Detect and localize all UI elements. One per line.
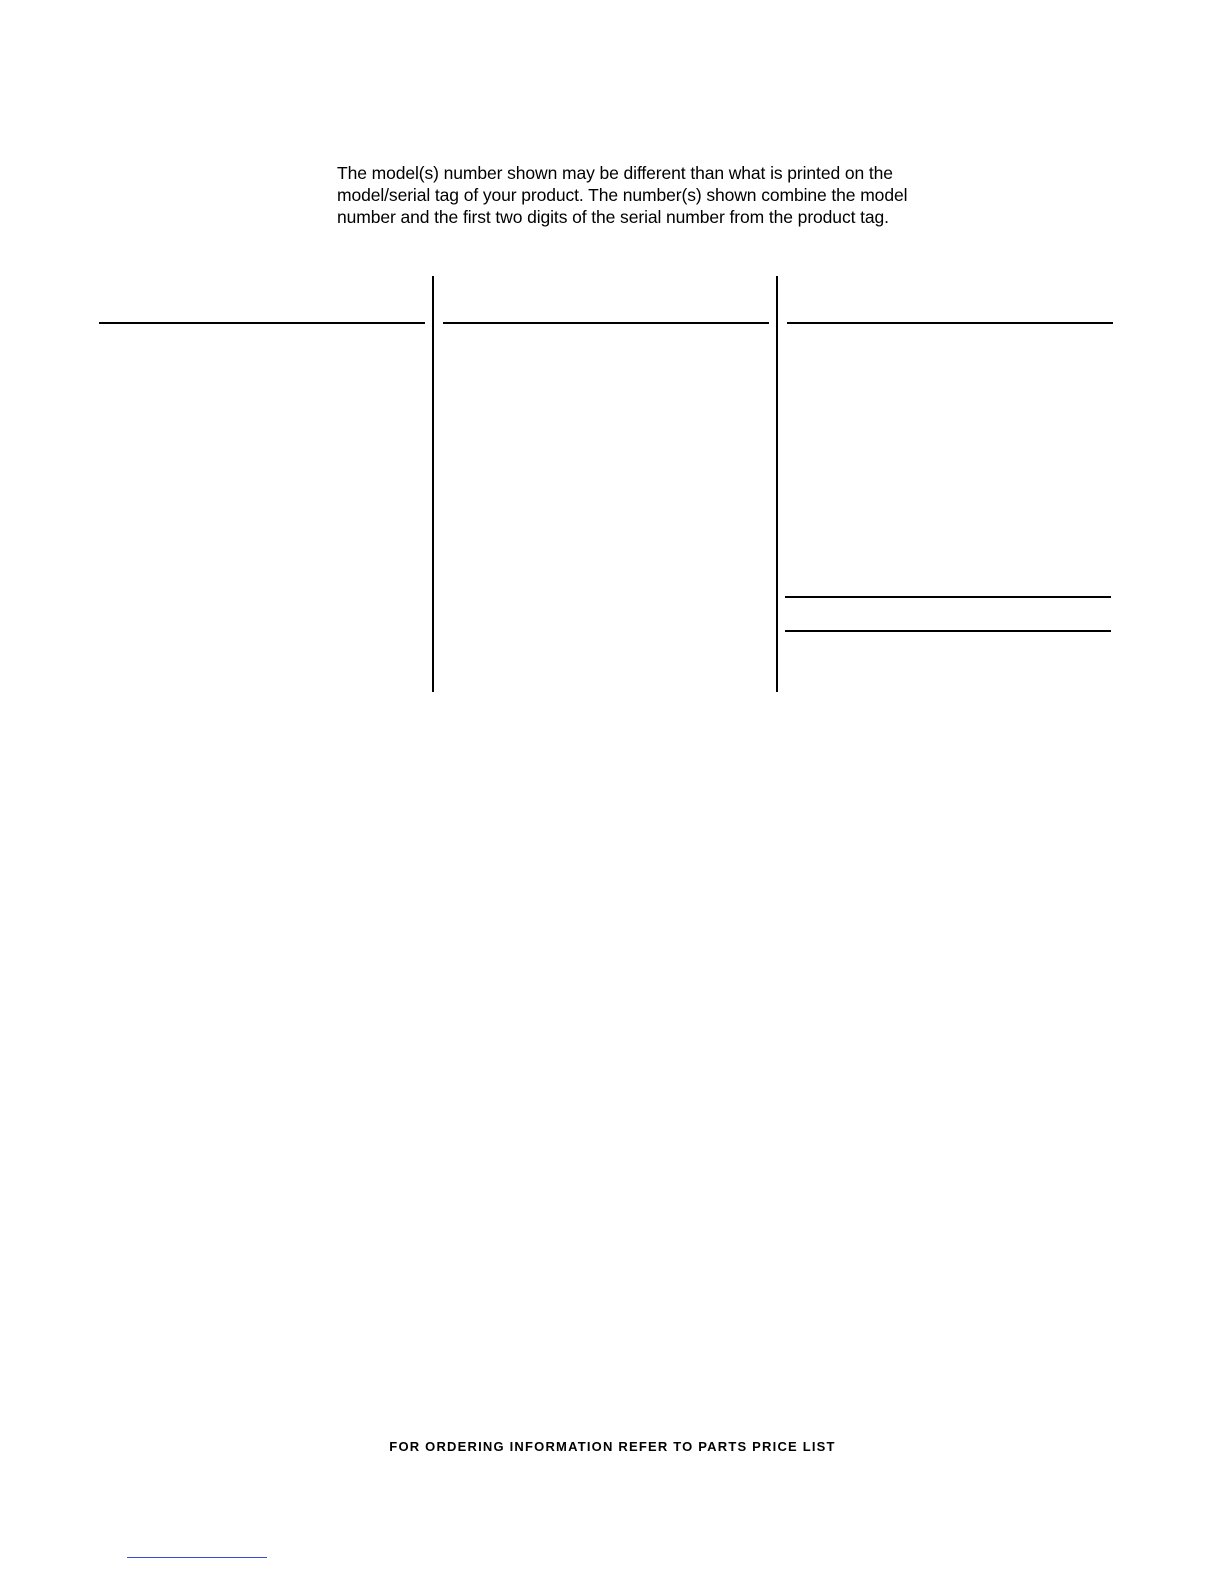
column-1-header-rule — [99, 322, 425, 324]
column-divider-2 — [776, 276, 778, 692]
link-underline[interactable] — [127, 1557, 267, 1558]
column-3-rule-lower — [785, 630, 1111, 632]
column-2-header-rule — [443, 322, 769, 324]
column-3-header-rule — [787, 322, 1113, 324]
column-divider-1 — [432, 276, 434, 692]
ordering-information-footer: FOR ORDERING INFORMATION REFER TO PARTS PRICE LIST — [389, 1439, 836, 1454]
model-number-notice: The model(s) number shown may be different than what is printed on the model/serial tag of your product. The number(s) shown combine the model number and the first two digits of the serial number from the product tag. — [337, 163, 908, 227]
column-3-rule-upper — [785, 596, 1111, 598]
